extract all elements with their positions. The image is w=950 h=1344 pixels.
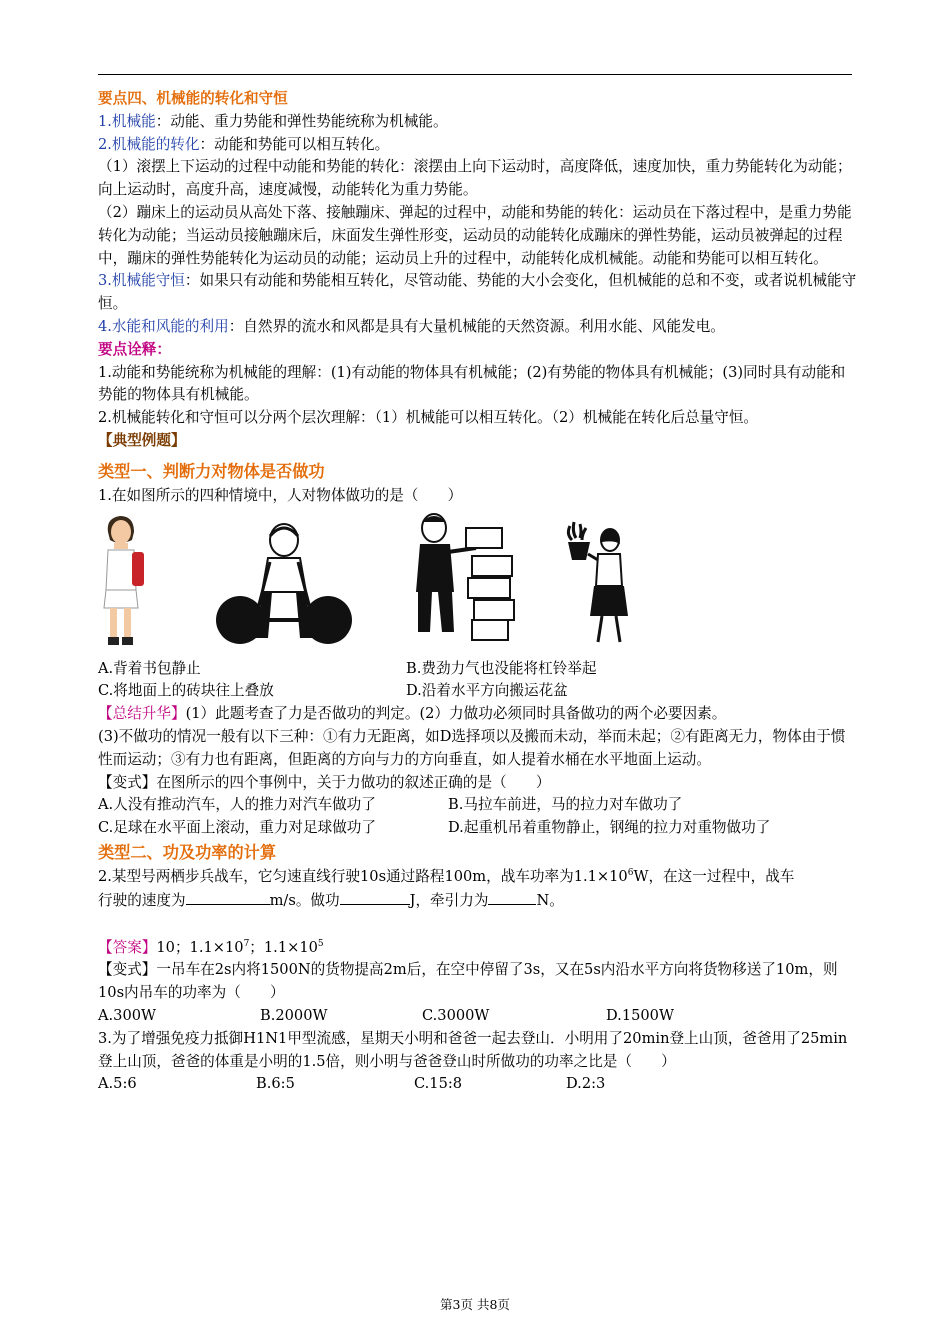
paragraph: （2）蹦床上的运动员从高处下落、接触蹦床、弹起的过程中，动能和势能的转化：运动员在下落过程中，是重力势能转化为动能；当运动员接触蹦床后，床面发生弹性形变，运动员的动能转化成蹦床的弹性势能，运动员被弹起的过程中，蹦床的弹性势能转化为运动员的动能；运动员上升的过程中，动能转化成机械能。动能和势能可以相互转化。 [98, 203, 852, 267]
answer-blank[interactable] [488, 889, 536, 905]
paragraph: 4.水能和风能的利用：自然界的流水和风都是具有大量机械能的天然资源。利用水能、风能发电。 [98, 317, 725, 335]
flowerpot-carrying-figure [558, 520, 634, 648]
variant-options-row2 [98, 817, 858, 840]
option-b: B.2000W [260, 1006, 328, 1024]
girl-backpack-figure [98, 510, 146, 650]
variant: 【变式】在图所示的四个事例中，关于力做功的叙述正确的是（ ） [98, 773, 551, 791]
option-a: A.背着书包静止 [98, 659, 201, 677]
option-d: D.沿着水平方向搬运花盆 [406, 682, 568, 700]
spacer [98, 913, 858, 937]
section-heading: 要点四、机械能的转化和守恒 [98, 90, 288, 107]
variant-options [98, 1005, 858, 1028]
answer-blank[interactable] [340, 889, 410, 905]
examples-heading: 【典型例题】 [98, 431, 186, 449]
option-d: D.起重机吊着重物静止，钢绳的拉力对重物做功了 [448, 819, 771, 837]
page-content [98, 88, 858, 1096]
type2-heading: 类型二、功及功率的计算 [98, 842, 277, 862]
question-1-options-row1 [98, 658, 858, 681]
page-footer: 第3页 共8页 [440, 1297, 510, 1312]
option-c: C.3000W [422, 1006, 490, 1024]
option-a: A.人没有推动汽车，人的推力对汽车做功了 [98, 796, 376, 814]
question-1-options-row2 [98, 680, 858, 703]
brick-stacking-figure [410, 508, 528, 646]
option-b: B.费劲力气也没能将杠铃举起 [406, 659, 597, 677]
option-c: C.15:8 [414, 1075, 463, 1093]
answer: 【答案】10；$1.1\times 10^7$；$1.1\times 10^5$ [98, 938, 324, 956]
question-2: 2.某型号两栖步兵战车，它匀速直线行驶10s通过路程100m，战车功率为$1.1\times 10^6W$，在这一过程中，战车 [98, 867, 795, 885]
type1-heading: 类型一、判断力对物体是否做功 [98, 461, 325, 481]
answer-blank[interactable] [186, 889, 270, 905]
question-3: 3.为了增强免疫力抵御H1N1甲型流感，星期天小明和爸爸一起去登山．小明用了20min登上山顶，爸爸用了25min登上山顶，爸爸的体重是小明的1.5倍，则小明与爸爸登山时所做功的功率之比是（ ） [98, 1029, 848, 1070]
header-rule [98, 74, 852, 75]
option-c: C.将地面上的砖块往上叠放 [98, 682, 274, 700]
question-2-blanks: 行驶的速度为 m/s。做功 J，牵引力为 N。 [98, 889, 858, 913]
paragraph: 2.机械能转化和守恒可以分两个层次理解：（1）机械能可以相互转化。（2）机械能在转化后总量守恒。 [98, 409, 759, 427]
question-3-options [98, 1073, 858, 1096]
paragraph: （1）滚摆上下运动的过程中动能和势能的转化：滚摆由上向下运动时，高度降低，速度加快，重力势能转化为动能；向上运动时，高度升高，速度减慢，动能转化为重力势能。 [98, 158, 852, 199]
paragraph: (3)不做功的情况一般有以下三种：①有力无距离，如D选择项以及搬而未动，举而未起；②有距离无力，物体由于惯性而运动；③有力也有距离，但距离的方向与力的方向垂直，如人提着水桶在水平地面上运动。 [98, 727, 846, 768]
option-d: D.2:3 [566, 1075, 606, 1093]
option-d: D.1500W [606, 1006, 674, 1024]
option-a: A.5:6 [98, 1075, 137, 1093]
variant: 【变式】一吊车在2s内将1500N的货物提高2m后，在空中停留了3s，又在5s内沿水平方向将货物移送了10m，则10s内吊车的功率为（ ） [98, 961, 838, 1002]
notes-heading: 要点诠释： [98, 340, 171, 358]
question-1: 1.在如图所示的四种情境中，人对物体做功的是（ ） [98, 486, 463, 504]
option-b: B.6:5 [256, 1075, 295, 1093]
weightlifter-figure [212, 518, 354, 648]
summary: 【总结升华】(1）此题考查了力是否做功的判定。(2）力做功必须同时具备做功的两个必要因素。 [98, 705, 727, 723]
question-1-figures [98, 508, 858, 658]
paragraph: 3.机械能守恒：如果只有动能和势能相互转化，尽管动能、势能的大小会变化，但机械能的总和不变，或者说机械能守恒。 [98, 272, 857, 313]
option-b: B.马拉车前进，马的拉力对车做功了 [448, 796, 683, 814]
paragraph: 1.机械能：动能、重力势能和弹性势能统称为机械能。 [98, 112, 448, 130]
paragraph: 1.动能和势能统称为机械能的理解：(1)有动能的物体具有机械能；(2)有势能的物体具有机械能；(3)同时具有动能和势能的物体具有机械能。 [98, 363, 846, 404]
option-a: A.300W [98, 1006, 157, 1024]
option-c: C.足球在水平面上滚动，重力对足球做功了 [98, 819, 376, 837]
variant-options-row1 [98, 794, 858, 817]
paragraph: 2.机械能的转化：动能和势能可以相互转化。 [98, 135, 390, 153]
